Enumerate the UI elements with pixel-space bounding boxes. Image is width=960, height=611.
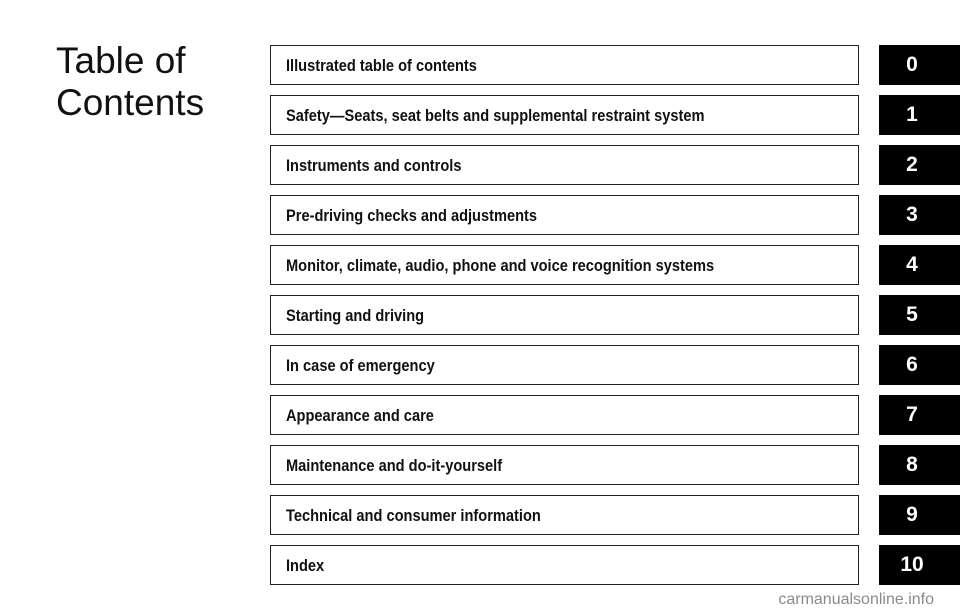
toc-row-6 bbox=[270, 345, 960, 385]
toc-entry-label: Safety—Seats, seat belts and supplemental restraint system bbox=[286, 106, 705, 125]
toc-entry-label: Pre-driving checks and adjustments bbox=[286, 206, 538, 225]
section-number: 0 bbox=[906, 53, 918, 76]
toc-entry-label: Technical and consumer information bbox=[286, 506, 541, 525]
section-number: 1 bbox=[906, 103, 918, 126]
toc-entry-instruments[interactable] bbox=[270, 145, 859, 185]
section-tab-5[interactable] bbox=[879, 295, 960, 335]
section-number: 6 bbox=[906, 353, 918, 376]
toc-row-0 bbox=[270, 45, 960, 85]
toc-row-1 bbox=[270, 95, 960, 135]
toc-entry-label: Index bbox=[286, 556, 325, 575]
page-title bbox=[56, 40, 256, 124]
section-tab-4[interactable] bbox=[879, 245, 960, 285]
toc-row-8 bbox=[270, 445, 960, 485]
section-number: 7 bbox=[906, 403, 918, 426]
toc-entry-illustrated[interactable] bbox=[270, 45, 859, 85]
section-tab-2[interactable] bbox=[879, 145, 960, 185]
section-tab-7[interactable] bbox=[879, 395, 960, 435]
section-tab-1[interactable] bbox=[879, 95, 960, 135]
toc-entry-starting[interactable] bbox=[270, 295, 859, 335]
section-tab-8[interactable] bbox=[879, 445, 960, 485]
toc-entry-index[interactable] bbox=[270, 545, 859, 585]
toc-row-2 bbox=[270, 145, 960, 185]
toc-row-7 bbox=[270, 395, 960, 435]
toc-entry-maintenance[interactable] bbox=[270, 445, 859, 485]
section-tab-9[interactable] bbox=[879, 495, 960, 535]
section-number: 8 bbox=[906, 453, 918, 476]
site-watermark: carmanualsonline.info bbox=[778, 591, 934, 608]
toc-entry-label: Monitor, climate, audio, phone and voice recognition systems bbox=[286, 256, 715, 275]
toc-entry-label: Illustrated table of contents bbox=[286, 56, 477, 75]
toc-entry-label: Instruments and controls bbox=[286, 156, 462, 175]
toc-entry-label: Maintenance and do-it-yourself bbox=[286, 456, 503, 475]
section-number: 5 bbox=[906, 303, 918, 326]
toc-row-10 bbox=[270, 545, 960, 585]
section-tab-3[interactable] bbox=[879, 195, 960, 235]
section-tab-0[interactable] bbox=[879, 45, 960, 85]
toc-row-9 bbox=[270, 495, 960, 535]
toc-entry-pre-driving[interactable] bbox=[270, 195, 859, 235]
section-number: 3 bbox=[906, 203, 918, 226]
toc-row-5 bbox=[270, 295, 960, 335]
toc-entry-appearance[interactable] bbox=[270, 395, 859, 435]
toc-entry-label: In case of emergency bbox=[286, 356, 435, 375]
toc-row-3 bbox=[270, 195, 960, 235]
section-number: 2 bbox=[906, 153, 918, 176]
page-title-line-2: Contents bbox=[56, 82, 205, 123]
toc-entry-label: Starting and driving bbox=[286, 306, 425, 325]
section-tab-6[interactable] bbox=[879, 345, 960, 385]
page-title-line-1: Table of bbox=[56, 40, 186, 81]
toc-entry-technical[interactable] bbox=[270, 495, 859, 535]
section-number: 4 bbox=[906, 253, 918, 276]
toc-entry-emergency[interactable] bbox=[270, 345, 859, 385]
toc-row-4 bbox=[270, 245, 960, 285]
section-number: 9 bbox=[906, 503, 918, 526]
section-tab-10[interactable] bbox=[879, 545, 960, 585]
toc-entry-monitor[interactable] bbox=[270, 245, 859, 285]
toc-entry-safety[interactable] bbox=[270, 95, 859, 135]
toc-entry-label: Appearance and care bbox=[286, 406, 434, 425]
section-number: 10 bbox=[900, 553, 924, 576]
